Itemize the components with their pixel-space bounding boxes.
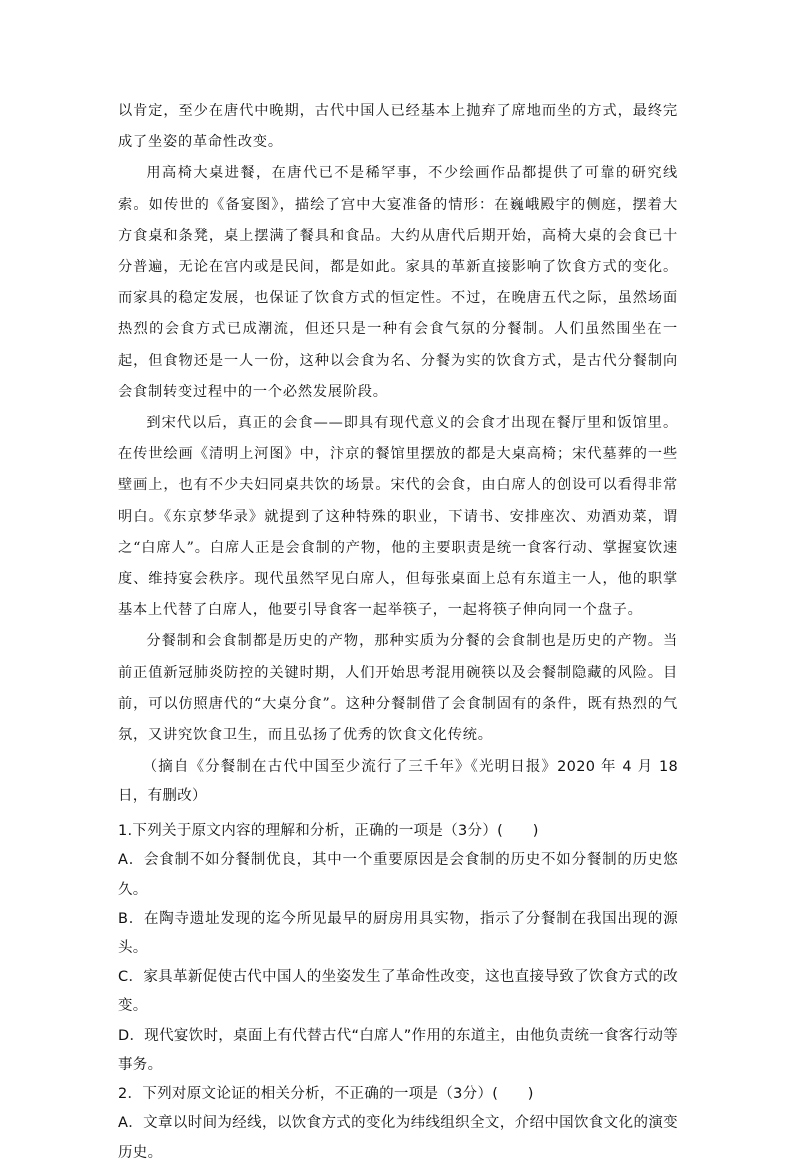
source-citation: （摘自《分餐制在古代中国至少流行了三千年》《光明日报》2020 年 4 月 18 日，有删改） [118,759,678,805]
document-page [118,96,678,1168]
question-1-option-d: D．现代宴饮时，桌面上有代替古代“白席人”作用的东道主，由他负责统一食客行动等事务。 [118,1027,678,1073]
reading-passage [118,96,678,751]
question-1-stem: 1.下列关于原文内容的理解和分析，正确的一项是（3分）( ) [118,823,539,840]
question-1 [118,817,678,1080]
question-2 [118,1080,678,1168]
question-2-stem: 2．下列对原文论证的相关分析，不正确的一项是（3分）( ) [118,1086,534,1103]
question-1-option-a: A．会食制不如分餐制优良，其中一个重要原因是会食制的历史不如分餐制的历史悠久。 [118,852,678,898]
question-1-option-b: B．在陶寺遗址发现的迄今所见最早的厨房用具实物，指示了分餐制在我国出现的源头。 [118,910,678,957]
passage-paragraph-1: 以肯定，至少在唐代中晚期，古代中国人已经基本上抛弃了席地而坐的方式，最终完成了坐姿的革命性改变。 [118,103,678,151]
question-2-option-a: A．文章以时间为经线，以饮食方式的变化为纬线组织全文，介绍中国饮食文化的演变历史。 [118,1115,678,1161]
passage-paragraph-3: 到宋代以后，真正的会食——即具有现代意义的会食才出现在餐厅里和饭馆里。在传世绘画《清明上河图》中，汴京的餐馆里摆放的都是大桌高椅；宋代墓葬的一些壁画上，也有不少夫妇同桌共饮的场景。宋代的会食，由白席人的创设可以看得非常明白。《东京梦华录》就提到了这种特殊的职业，下请书、安排座次、劝酒劝菜，谓之“白席人”。白席人正是会食制的产物，他的主要职责是统一食客行动、掌握宴饮速度、维持宴会秩序。现代虽然罕见白席人，但每张桌面上总有东道主一人，他的职掌基本上代替了白席人，他要引导食客一起举筷子，一起将筷子伸向同一个盘子。 [118,415,678,619]
passage-paragraph-2: 用高椅大桌进餐，在唐代已不是稀罕事，不少绘画作品都提供了可靠的研究线索。如传世的《备宴图》，描绘了宫中大宴准备的情形：在巍峨殿宇的侧庭，摆着大方食桌和条凳，桌上摆满了餐具和食品。大约从唐代后期开始，高椅大桌的会食已十分普遍，无论在宫内或是民间，都是如此。家具的革新直接影响了饮食方式的变化。而家具的稳定发展，也保证了饮食方式的恒定性。不过，在晚唐五代之际，虽然场面热烈的会食方式已成潮流，但还只是一种有会食气氛的分餐制。人们虽然围坐在一起，但食物还是一人一份，这种以会食为名、分餐为实的饮食方式，是古代分餐制向会食制转变过程中的一个必然发展阶段。 [118,165,678,400]
passage-paragraph-4: 分餐制和会食制都是历史的产物，那种实质为分餐的会食制也是历史的产物。当前正值新冠肺炎防控的关键时期，人们开始思考混用碗筷以及会餐制隐藏的风险。目前，可以仿照唐代的“大桌分食”。这种分餐制借了会食制固有的条件，既有热烈的气氛，又讲究饮食卫生，而且弘扬了优秀的饮食文化传统。 [118,633,678,744]
question-1-option-c: C．家具革新促使古代中国人的坐姿发生了革命性改变，这也直接导致了饮食方式的改变。 [118,969,678,1015]
